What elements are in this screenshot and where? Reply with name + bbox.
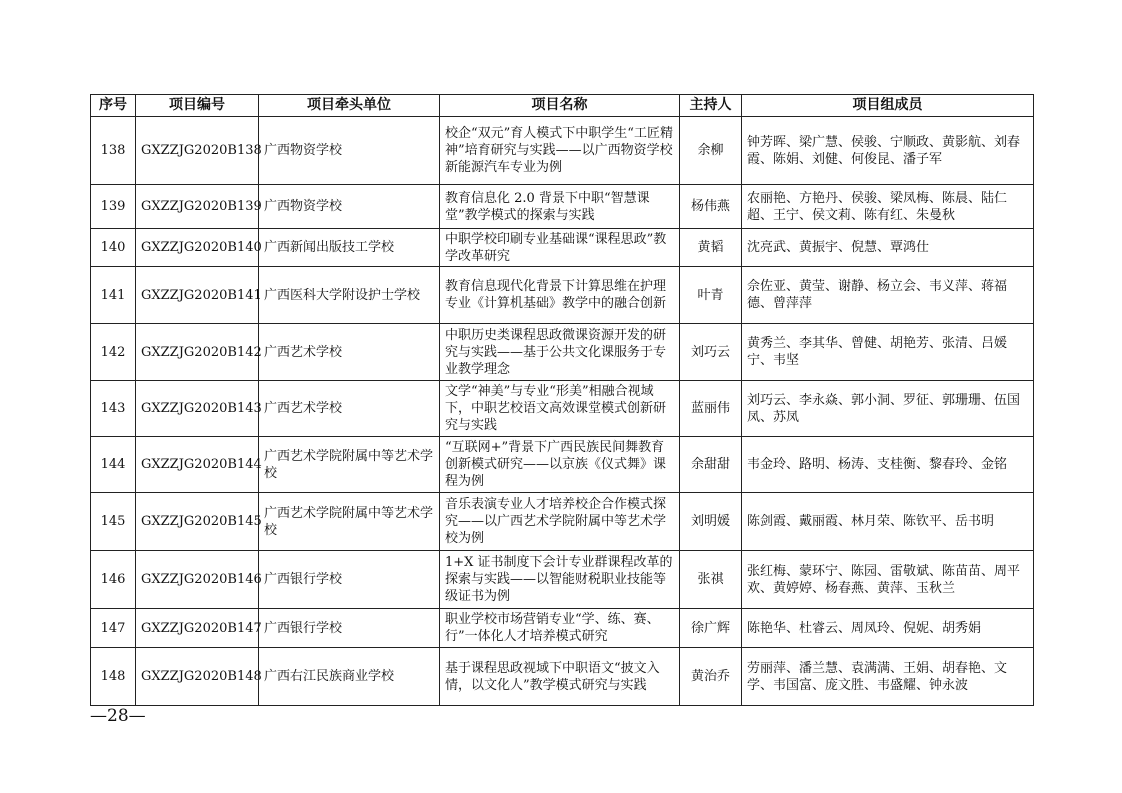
cell-seq: 140 — [91, 229, 136, 267]
cell-members: 劳丽萍、潘兰慧、袁满满、王娟、胡春艳、文学、韦国富、庞文胜、韦盛耀、钟永波 — [742, 648, 1034, 706]
cell-members: 张红梅、蒙环宁、陈园、雷敬斌、陈苗苗、周平欢、黄婷婷、杨春燕、黄萍、玉秋兰 — [742, 551, 1034, 609]
cell-host: 黄韬 — [680, 229, 742, 267]
cell-lead-unit: 广西新闻出版技工学校 — [259, 229, 440, 267]
cell-lead-unit: 广西艺术学院附属中等艺术学校 — [259, 493, 440, 551]
cell-project-code: GXZZJG2020B138 — [136, 117, 259, 185]
cell-seq: 139 — [91, 185, 136, 229]
cell-project-code: GXZZJG2020B147 — [136, 609, 259, 648]
cell-seq: 143 — [91, 381, 136, 437]
table-row — [91, 437, 1034, 493]
cell-host: 余甜甜 — [680, 437, 742, 493]
header-members: 项目组成员 — [742, 95, 1034, 117]
cell-seq: 144 — [91, 437, 136, 493]
cell-project-name: 中职历史类课程思政微课资源开发的研究与实践——基于公共文化课服务于专业教学理念 — [440, 324, 680, 381]
cell-host: 刘巧云 — [680, 324, 742, 381]
cell-members: 沈亮武、黄振宇、倪慧、覃鸿仕 — [742, 229, 1034, 267]
header-project-name: 项目名称 — [440, 95, 680, 117]
cell-members: 黄秀兰、李其华、曾健、胡艳芳、张清、吕媛宁、韦坚 — [742, 324, 1034, 381]
cell-lead-unit: 广西艺术学校 — [259, 324, 440, 381]
cell-host: 杨伟燕 — [680, 185, 742, 229]
cell-lead-unit: 广西艺术学院附属中等艺术学校 — [259, 437, 440, 493]
cell-members: 农丽艳、方艳丹、侯骏、梁凤梅、陈晨、陆仁超、王宁、侯文莉、陈有红、朱曼秋 — [742, 185, 1034, 229]
table-row — [91, 493, 1034, 551]
cell-members: 钟芳晖、梁广慧、侯骏、宁顺政、黄影航、刘春霞、陈娟、刘健、何俊昆、潘子军 — [742, 117, 1034, 185]
cell-host: 张祺 — [680, 551, 742, 609]
cell-project-name: 基于课程思政视域下中职语文“披文入情，以文化人”教学模式研究与实践 — [440, 648, 680, 706]
cell-members: 刘巧云、李永焱、郭小洞、罗征、郭珊珊、伍国凤、苏凤 — [742, 381, 1034, 437]
table-row — [91, 267, 1034, 324]
cell-host: 蓝丽伟 — [680, 381, 742, 437]
cell-project-code: GXZZJG2020B145 — [136, 493, 259, 551]
cell-project-name: 教育信息化 2.0 背景下中职“智慧课堂”教学模式的探索与实践 — [440, 185, 680, 229]
cell-project-name: 校企“双元”育人模式下中职学生“工匠精神”培育研究与实践——以广西物资学校新能源汽车专业为例 — [440, 117, 680, 185]
table-row — [91, 648, 1034, 706]
cell-host: 黄治乔 — [680, 648, 742, 706]
table-row — [91, 609, 1034, 648]
cell-lead-unit: 广西艺术学校 — [259, 381, 440, 437]
cell-lead-unit: 广西物资学校 — [259, 185, 440, 229]
header-seq: 序号 — [91, 95, 136, 117]
cell-host: 余柳 — [680, 117, 742, 185]
table-row — [91, 324, 1034, 381]
cell-members: 陈艳华、杜睿云、周凤玲、倪妮、胡秀娟 — [742, 609, 1034, 648]
cell-project-name: 文学“神美”与专业“形美”相融合视域下，中职艺校语文高效课堂模式创新研究与实践 — [440, 381, 680, 437]
cell-project-code: GXZZJG2020B143 — [136, 381, 259, 437]
cell-project-code: GXZZJG2020B148 — [136, 648, 259, 706]
table-row — [91, 551, 1034, 609]
cell-project-name: 教育信息现代化背景下计算思维在护理专业《计算机基础》教学中的融合创新 — [440, 267, 680, 324]
cell-project-name: 职业学校市场营销专业“学、练、赛、行”一体化人才培养模式研究 — [440, 609, 680, 648]
cell-lead-unit: 广西右江民族商业学校 — [259, 648, 440, 706]
header-project-code: 项目编号 — [136, 95, 259, 117]
cell-project-name: “互联网+”背景下广西民族民间舞教育创新模式研究——以京族《仪式舞》课程为例 — [440, 437, 680, 493]
cell-host: 叶青 — [680, 267, 742, 324]
cell-seq: 142 — [91, 324, 136, 381]
cell-lead-unit: 广西银行学校 — [259, 609, 440, 648]
table-row — [91, 185, 1034, 229]
cell-seq: 141 — [91, 267, 136, 324]
cell-seq: 148 — [91, 648, 136, 706]
table-row — [91, 117, 1034, 185]
header-host: 主持人 — [680, 95, 742, 117]
cell-seq: 147 — [91, 609, 136, 648]
table-row — [91, 229, 1034, 267]
cell-seq: 138 — [91, 117, 136, 185]
cell-host: 徐广辉 — [680, 609, 742, 648]
cell-lead-unit: 广西银行学校 — [259, 551, 440, 609]
cell-seq: 145 — [91, 493, 136, 551]
cell-lead-unit: 广西物资学校 — [259, 117, 440, 185]
cell-seq: 146 — [91, 551, 136, 609]
page-number: —28— — [90, 706, 146, 726]
cell-project-name: 1+X 证书制度下会计专业群课程改革的探索与实践——以智能财税职业技能等级证书为例 — [440, 551, 680, 609]
cell-members: 佘佐亚、黄莹、谢静、杨立会、韦义萍、蒋福德、曾萍萍 — [742, 267, 1034, 324]
project-table — [90, 94, 1034, 706]
cell-project-code: GXZZJG2020B140 — [136, 229, 259, 267]
cell-project-name: 音乐表演专业人才培养校企合作模式探究——以广西艺术学院附属中等艺术学校为例 — [440, 493, 680, 551]
table-row — [91, 381, 1034, 437]
cell-lead-unit: 广西医科大学附设护士学校 — [259, 267, 440, 324]
table-header-row — [91, 95, 1034, 117]
cell-project-name: 中职学校印刷专业基础课“课程思政”教学改革研究 — [440, 229, 680, 267]
cell-project-code: GXZZJG2020B144 — [136, 437, 259, 493]
cell-members: 陈剑霞、戴丽霞、林月荣、陈钦平、岳书明 — [742, 493, 1034, 551]
cell-project-code: GXZZJG2020B142 — [136, 324, 259, 381]
cell-project-code: GXZZJG2020B146 — [136, 551, 259, 609]
cell-project-code: GXZZJG2020B141 — [136, 267, 259, 324]
header-lead-unit: 项目牵头单位 — [259, 95, 440, 117]
cell-host: 刘明媛 — [680, 493, 742, 551]
cell-members: 韦金玲、路明、杨涛、支桂衡、黎春玲、金铭 — [742, 437, 1034, 493]
cell-project-code: GXZZJG2020B139 — [136, 185, 259, 229]
